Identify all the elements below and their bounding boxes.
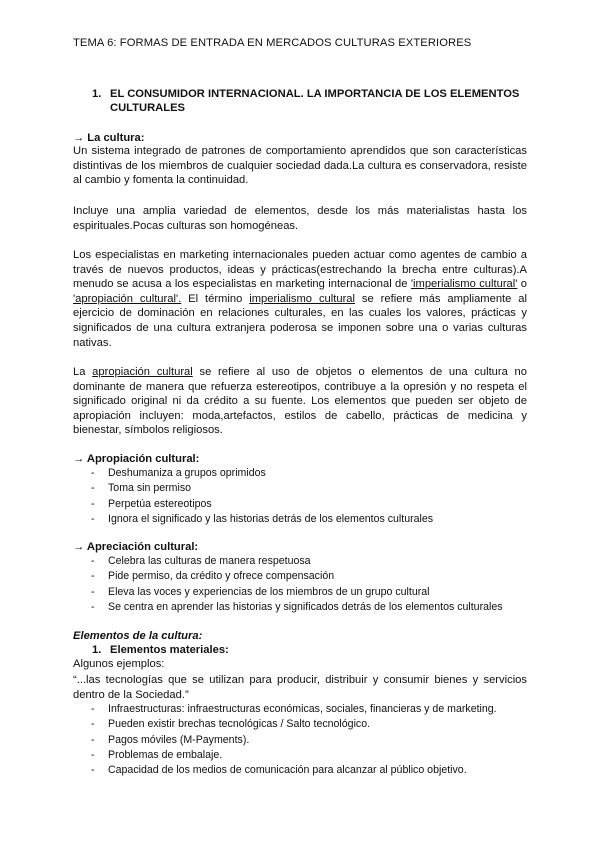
- list-item: - Deshumaniza a grupos oprimidos: [88, 466, 433, 481]
- p3-text-b: o: [517, 278, 528, 291]
- elementos-quote: “...las tecnologías que se utilizan para producir, distribuir y consumir bienes y servicios dentro de la Sociedad.”: [73, 674, 527, 701]
- imperialismo-cultural-term: 'imperialismo cultural': [410, 278, 518, 291]
- list-item: - Infraestructuras: infraestructuras económicas, sociales, financieras y de marketing.: [88, 702, 497, 717]
- p3-text-a: Los especialistas en marketing internacionales pueden actuar como agentes de cambio a través de nuevos productos, ideas y prácticas(estrechando la brecha entre culturas).A menudo se acusa a los especialistas en marketing internacional de: [73, 249, 527, 291]
- apropiacion-cultural-term: 'apropiación cultural'.: [73, 292, 182, 305]
- list-item: - Se centra en aprender las historias y significados detrás de los elementos culturales: [88, 600, 503, 615]
- examples-label: Algunos ejemplos:: [73, 658, 165, 670]
- apropiacion-list: [88, 466, 433, 527]
- list-item: - Pide permiso, da crédito y ofrece compensación: [88, 569, 503, 584]
- list-item: - Toma sin permiso: [88, 481, 433, 496]
- elementos-list: [88, 702, 497, 778]
- apreciacion-list: [88, 554, 503, 615]
- p3-text-c: El término: [181, 292, 250, 305]
- p4-text-a: La: [73, 366, 93, 378]
- elementos-heading: Elementos de la cultura:: [73, 630, 203, 642]
- p4-text-b: se refiere al uso de objetos o elementos de una cultura no dominante de manera que refuerza estereotipos, contribuye a la opresión y no respeta el significado original ni da crédito a su fuente. Los elementos que pueden ser objeto de apropiación incluyen: moda,artefactos, estilos de cabello, prácticas de medicina y bienestar, símbolos religiosos.: [73, 366, 527, 437]
- apreciacion-heading: → Apreciación cultural:: [73, 541, 199, 553]
- elementos-sub-title: Elementos materiales:: [110, 644, 229, 656]
- list-item: - Eleva las voces y experiencias de los miembros de un grupo cultural: [88, 585, 503, 600]
- list-item: - Ignora el significado y las historias detrás de los elementos culturales: [88, 512, 433, 527]
- p3-text-d: se refiere más ampliamente al ejercicio de dominación en relaciones culturales, en las cuales los valores, prácticas y significados de una cultura extranjera poderosa se imponen sobre una o varias culturas nativas.: [73, 292, 528, 349]
- cultura-paragraph-4: [73, 365, 527, 438]
- list-item: - Capacidad de los medios de comunicación para alcanzar al público objetivo.: [88, 763, 497, 778]
- page-title: TEMA 6: FORMAS DE ENTRADA EN MERCADOS CULTURAS EXTERIORES: [73, 37, 472, 49]
- list-item: - Pueden existir brechas tecnológicas / Salto tecnológico.: [88, 717, 497, 732]
- imperialismo-cultural-term-2: imperialismo cultural: [249, 292, 356, 305]
- list-item: - Pagos móviles (M-Payments).: [88, 733, 497, 748]
- apropiacion-cultural-term-2: apropiación cultural: [92, 366, 193, 378]
- cultura-paragraph-2: Incluye una amplia variedad de elementos, desde los más materialistas hasta los espirituales.Pocas culturas son homogéneas.: [73, 205, 527, 232]
- cultura-paragraph-3: [73, 248, 527, 350]
- list-item: - Celebra las culturas de manera respetuosa: [88, 554, 503, 569]
- section-number: 1.: [92, 88, 102, 100]
- cultura-heading: → La cultura:: [73, 132, 145, 144]
- cultura-paragraph-1: Un sistema integrado de patrones de comportamiento aprendidos que son características distintivas de los miembros de cualquier sociedad dada.La cultura es conservadora, resiste al cambio y fomenta la continuidad.: [73, 145, 527, 187]
- list-item: - Perpetúa estereotipos: [88, 497, 433, 512]
- apropiacion-heading: → Apropiación cultural:: [73, 453, 200, 465]
- section-title: EL CONSUMIDOR INTERNACIONAL. LA IMPORTANCIA DE LOS ELEMENTOS CULTURALES: [110, 88, 520, 114]
- list-item: - Problemas de embalaje.: [88, 748, 497, 763]
- elementos-sub-number: 1.: [92, 644, 102, 656]
